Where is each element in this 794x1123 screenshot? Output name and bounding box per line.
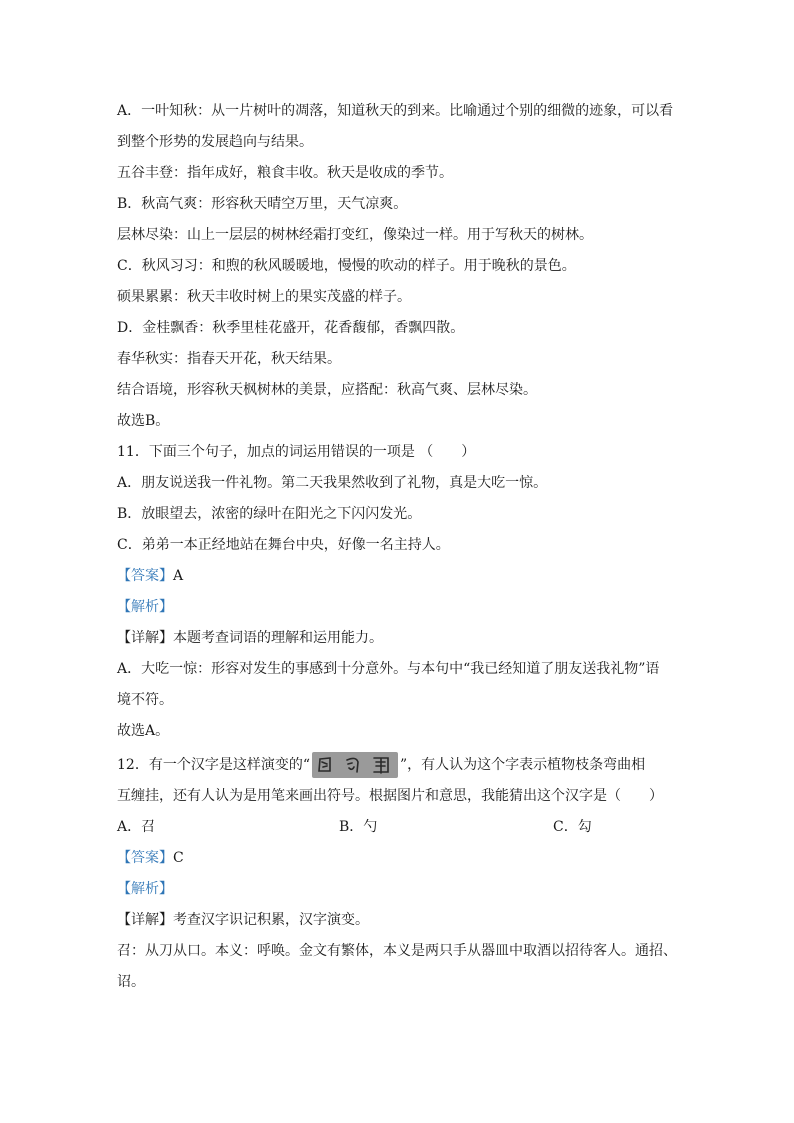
- text-line: 五谷丰登：指年成好，粮食丰收。秋天是收成的季节。: [117, 165, 453, 181]
- analysis-tag: 【解析】: [117, 599, 173, 615]
- text-line: A．一叶知秋：从一片树叶的凋落，知道秋天的到来。比喻通过个别的细微的迹象，可以看: [117, 103, 674, 119]
- answer-value: C: [173, 850, 184, 866]
- answer-tag: 【答案】: [117, 568, 173, 584]
- question-11-answer: [117, 561, 677, 592]
- question-11-option-b: B．放眼望去，浓密的绿叶在阳光之下闪闪发光。: [117, 506, 422, 522]
- text-line: 境不符。: [117, 692, 173, 708]
- stem-suffix: ”，有人认为这个字表示植物枝条弯曲相: [399, 757, 646, 773]
- stem-prefix: 12．有一个汉字是这样演变的“: [117, 757, 310, 773]
- text-line: 结合语境，形容秋天枫树林的美景，应搭配：秋高气爽、层林尽染。: [117, 382, 537, 398]
- text-line: 召：从刀从口。本义：呼唤。金文有繁体，本义是两只手从器皿中取酒以招待客人。通招、: [117, 943, 677, 959]
- question-12-answer: [117, 843, 677, 874]
- text-line: 故选A。: [117, 723, 170, 739]
- detail-tag: 【详解】: [117, 912, 173, 928]
- question-11-detail: [117, 623, 677, 654]
- text-line: 诏。: [117, 974, 145, 990]
- option-a: A．召: [117, 819, 156, 835]
- question-12-options: [117, 812, 677, 843]
- analysis-tag: 【解析】: [117, 881, 173, 897]
- option-c: C．勾: [553, 819, 592, 835]
- text-line: A．大吃一惊：形容对发生的事感到十分意外。与本句中“我已经知道了朋友送我礼物”语: [117, 661, 660, 677]
- question-11-analysis: [117, 592, 677, 623]
- question-12-analysis: [117, 874, 677, 905]
- detail-tag: 【详解】: [117, 630, 173, 646]
- text-line: 互缠挂，还有人认为是用笔来画出符号。根据图片和意思，我能猜出这个汉字是（ ）: [117, 788, 663, 804]
- text-line: B．秋高气爽：形容秋天晴空万里，天气凉爽。: [117, 196, 408, 212]
- text-line: D．金桂飘香：秋季里桂花盛开，花香馥郁，香飘四散。: [117, 320, 465, 336]
- text-line: 层林尽染：山上一层层的树林经霜打变红，像染过一样。用于写秋天的树林。: [117, 227, 593, 243]
- character-evolution-image: [312, 752, 398, 778]
- detail-text: 本题考查词语的理解和运用能力。: [173, 630, 383, 646]
- text-line: 春华秋实：指春天开花，秋天结果。: [117, 351, 341, 367]
- answer-value: A: [173, 568, 184, 584]
- text-line: 硕果累累：秋天丰收时树上的果实茂盛的样子。: [117, 289, 411, 305]
- text-line: 到整个形势的发展趋向与结果。: [117, 134, 313, 150]
- text-line: C．秋风习习：和煦的秋风暖暖地，慢慢的吹动的样子。用于晚秋的景色。: [117, 258, 576, 274]
- option-b: B．勺: [339, 819, 378, 835]
- question-11-stem: 11．下面三个句子，加点的词运用错误的一项是 （ ）: [117, 444, 476, 460]
- question-12-stem: [117, 750, 677, 781]
- question-12-detail: [117, 905, 677, 936]
- text-line: 故选B。: [117, 413, 170, 429]
- detail-text: 考查汉字识记积累，汉字演变。: [173, 912, 369, 928]
- question-11-option-a: A．朋友说送我一件礼物。第二天我果然收到了礼物，真是大吃一惊。: [117, 475, 548, 491]
- document-page: [117, 96, 677, 998]
- question-11-option-c: C．弟弟一本正经地站在舞台中央，好像一名主持人。: [117, 537, 450, 553]
- answer-tag: 【答案】: [117, 850, 173, 866]
